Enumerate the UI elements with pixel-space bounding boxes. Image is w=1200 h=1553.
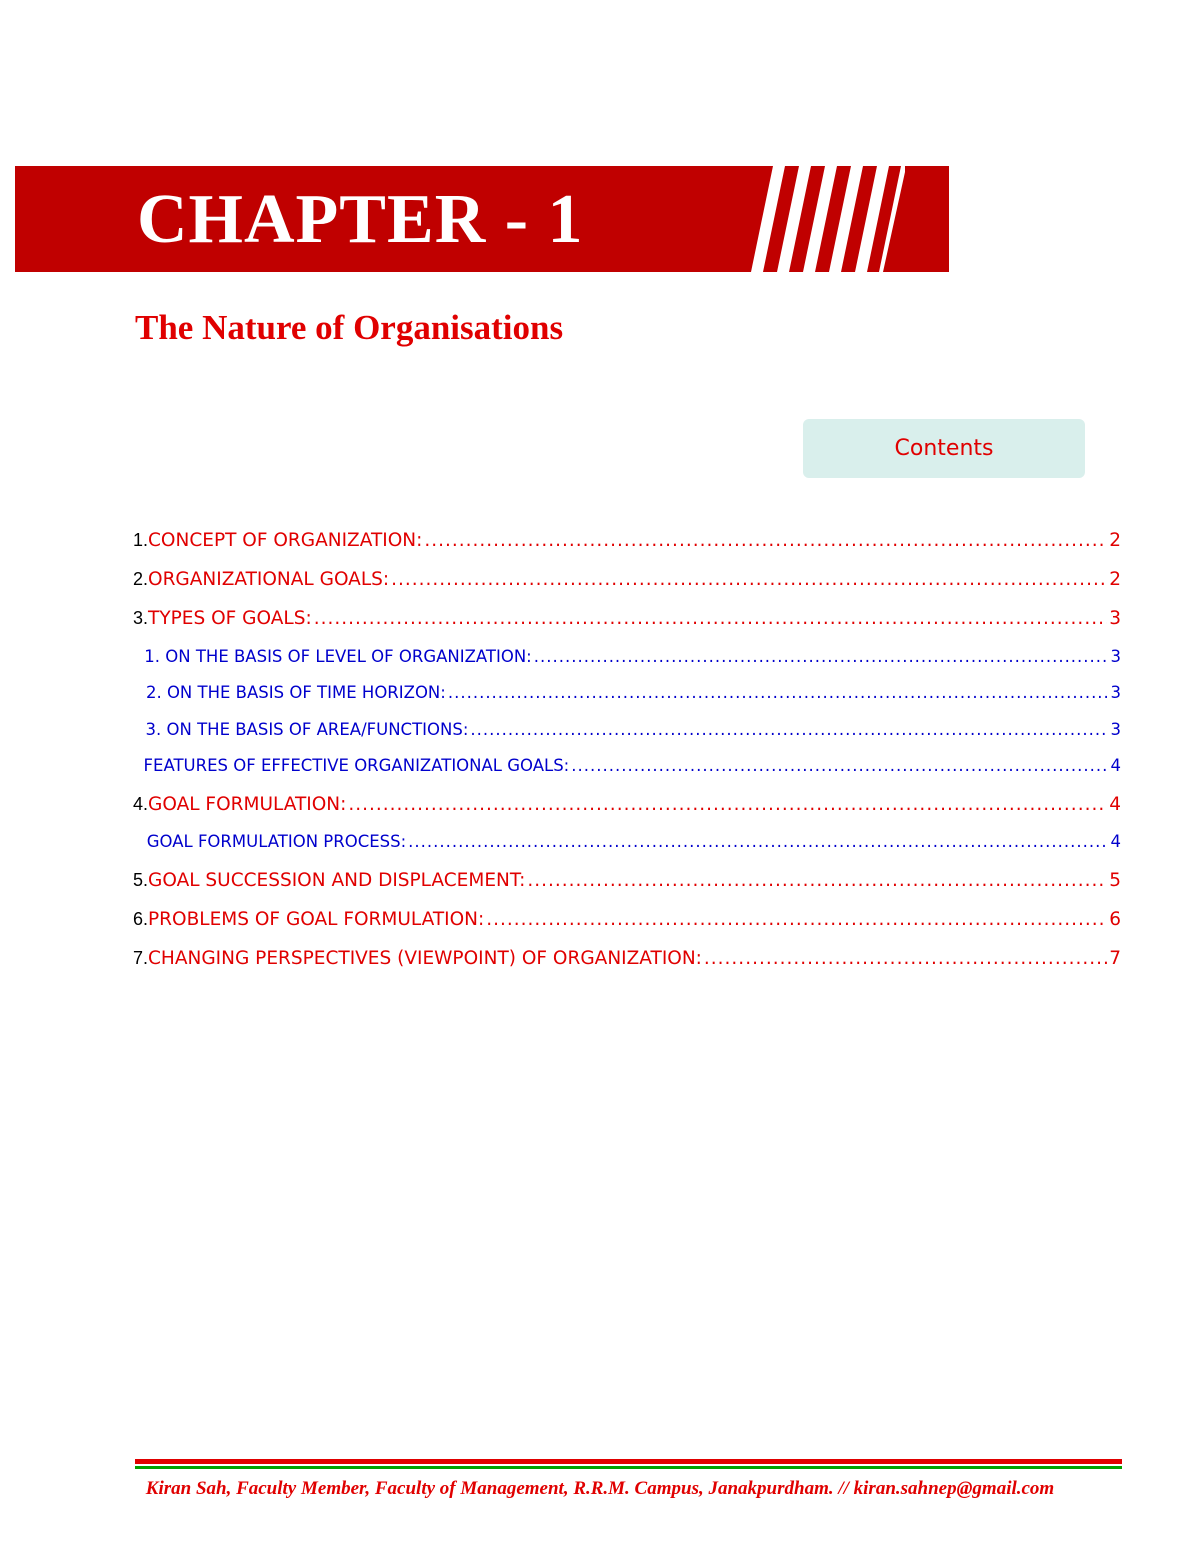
toc-entry-page-number: 2 [1109,530,1121,551]
toc-entry-label: 2. ON THE BASIS OF TIME HORIZON: [145,683,446,702]
toc-entry-number: 1. [133,530,149,550]
toc-entry-label: TYPES OF GOALS: [148,608,312,629]
contents-heading: Contents [894,436,994,461]
footer-author-line: Kiran Sah, Faculty Member, Faculty of Management, R.R.M. Campus, Janakpurdham. // kiran.sahnep@gmail.com [145,1478,1055,1499]
chapter-subtitle: The Nature of Organisations [135,308,564,347]
toc-entry-page-number: 3 [1110,647,1121,666]
toc-entry-page-number: 4 [1110,756,1121,775]
toc-entry-label: GOAL FORMULATION PROCESS: [146,832,407,851]
toc-entry[interactable] [133,683,1121,702]
toc-dot-leader [527,870,1107,891]
toc-entry-label: PROBLEMS OF GOAL FORMULATION: [148,909,485,930]
toc-entry-page-number: 2 [1109,569,1121,590]
toc-entry[interactable] [133,647,1121,666]
toc-entry-number: 4. [133,794,149,814]
toc-dot-leader [348,794,1107,815]
toc-entry-page-number: 6 [1109,909,1121,930]
toc-entry-page-number: 3 [1109,608,1121,629]
toc-dot-leader [470,720,1108,739]
banner-stripes-decoration [735,166,905,272]
footer-divider-green [135,1466,1122,1469]
toc-entry-page-number: 3 [1110,720,1121,739]
chapter-banner [15,166,949,272]
toc-entry-page-number: 4 [1109,794,1121,815]
toc-entry[interactable] [133,832,1121,851]
toc-entry[interactable] [133,870,1121,891]
toc-entry-number: 5. [133,870,149,890]
toc-entry-label: CONCEPT OF ORGANIZATION: [148,530,423,551]
toc-entry-label: 1. ON THE BASIS OF LEVEL OF ORGANIZATION: [144,647,532,666]
toc-entry[interactable] [133,756,1121,775]
toc-entry-label: GOAL SUCCESSION AND DISPLACEMENT: [148,870,526,891]
toc-entry-number: 2. [133,569,149,589]
toc-dot-leader [486,909,1107,930]
toc-dot-leader [424,530,1107,551]
toc-entry[interactable] [133,909,1121,930]
toc-entry[interactable] [133,720,1121,739]
toc-entry[interactable] [133,530,1121,551]
toc-entry-page-number: 7 [1109,948,1121,969]
toc-entry-page-number: 3 [1110,683,1121,702]
toc-entry-label: 3. ON THE BASIS OF AREA/FUNCTIONS: [145,720,469,739]
contents-heading-box [803,419,1085,478]
toc-dot-leader [571,756,1108,775]
toc-dot-leader [391,569,1107,590]
toc-entry-number: 6. [133,909,149,929]
toc-entry-page-number: 4 [1110,832,1121,851]
toc-dot-leader [448,683,1109,702]
toc-entry[interactable] [133,948,1121,969]
toc-entry-page-number: 5 [1109,870,1121,891]
toc-entry[interactable] [133,569,1121,590]
toc-entry-label: GOAL FORMULATION: [148,794,347,815]
chapter-title: CHAPTER - 1 [137,181,584,258]
toc-entry-label: FEATURES OF EFFECTIVE ORGANIZATIONAL GOALS: [143,756,570,775]
toc-entry[interactable] [133,608,1121,629]
toc-entry-label: ORGANIZATIONAL GOALS: [148,569,390,590]
toc-dot-leader [314,608,1108,629]
toc-entry-number: 7. [133,948,149,968]
toc-entry[interactable] [133,794,1121,815]
toc-dot-leader [408,832,1108,851]
toc-entry-label: CHANGING PERSPECTIVES (VIEWPOINT) OF ORGANIZATION: [148,948,702,969]
toc-dot-leader [704,948,1107,969]
toc-entry-number: 3. [133,608,149,628]
footer-divider-red [135,1459,1122,1464]
toc-dot-leader [534,647,1109,666]
